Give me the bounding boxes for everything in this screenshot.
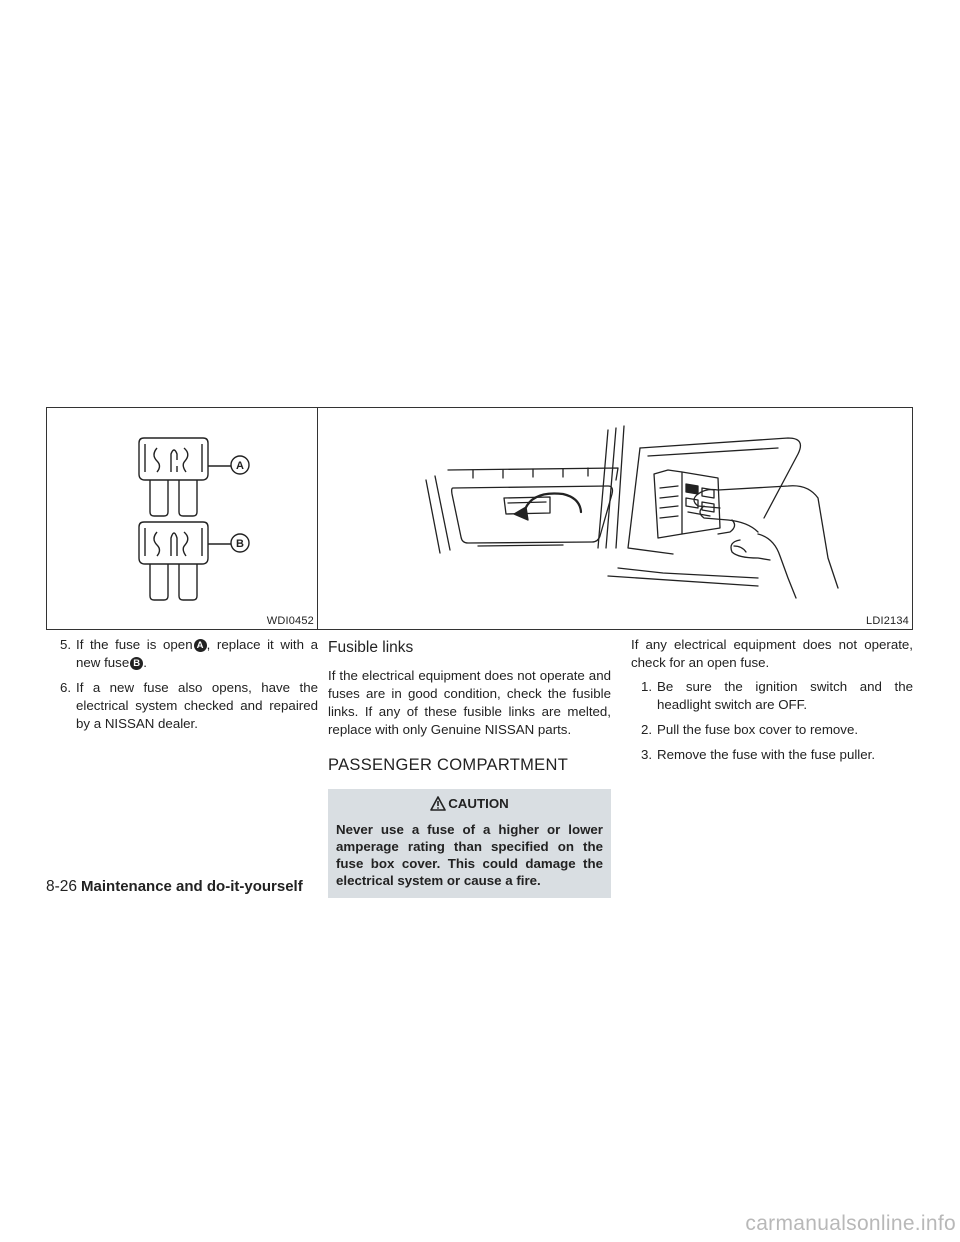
step-number: 6. [60, 680, 72, 695]
watermark[interactable]: carmanualsonline.info [745, 1212, 956, 1235]
callout-b-marker: B [130, 657, 143, 670]
step-number: 2. [641, 722, 653, 737]
fusible-links-paragraph: If the electrical equipment does not operate and fuses are in good condition, check the fusible links. If any of these fusible links are melted, replace with only Genuine NISSAN parts. [328, 668, 611, 737]
fuse-illustration [47, 408, 317, 629]
figure-code: LDI2134 [866, 615, 909, 627]
section-title: Maintenance and do-it-yourself [81, 878, 303, 895]
fuse-figure [46, 407, 318, 630]
step-3: 3. Remove the fuse with the fuse puller. [641, 747, 876, 762]
left-column [46, 636, 318, 740]
figure-code: WDI0452 [266, 615, 314, 627]
step-6: 6. If a new fuse also opens, have the electrical system checked and repaired by a NISSAN dealer. [60, 680, 318, 731]
warning-triangle-icon [430, 796, 446, 811]
step-number: 1. [641, 679, 653, 694]
callout-a: A [236, 460, 244, 472]
fuse-box-illustration [318, 408, 912, 629]
fuse-box-figure [317, 407, 913, 630]
middle-column [328, 638, 611, 898]
step-5: 5. If the fuse is open A , replace it with a new fuse B . [60, 637, 318, 670]
step-number: 3. [641, 747, 653, 762]
intro-paragraph: If any electrical equipment does not operate, check for an open fuse. [631, 637, 913, 670]
step-number: 5. [60, 637, 72, 652]
page-number: 8-26 [46, 878, 78, 895]
step-2: 2. Pull the fuse box cover to remove. [641, 722, 859, 737]
fusible-links-heading: Fusible links [328, 639, 414, 656]
right-column [631, 636, 913, 771]
caution-box [328, 789, 611, 898]
caution-text: Never use a fuse of a higher or lower amperage rating than specified on the fuse box cover. This could damage the electrical system or cause a fire. [336, 822, 603, 888]
callout-b: B [236, 538, 244, 550]
page-footer [46, 878, 303, 896]
caution-title: CAUTION [448, 796, 509, 811]
section-heading: PASSENGER COMPARTMENT [328, 756, 569, 774]
step-1: 1. Be sure the ignition switch and the headlight switch are OFF. [641, 679, 913, 712]
callout-a-marker: A [194, 639, 207, 652]
caution-header [336, 795, 603, 813]
